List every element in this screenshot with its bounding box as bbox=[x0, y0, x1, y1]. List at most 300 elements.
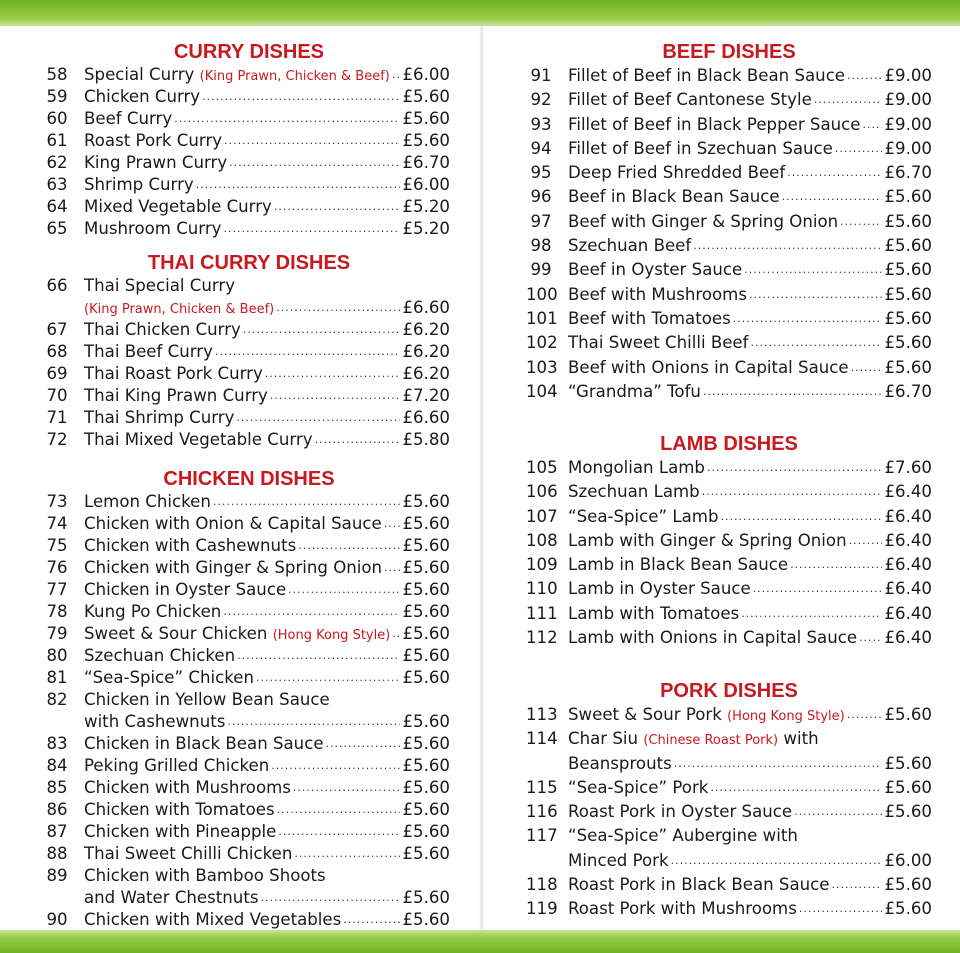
lamb-dishes-section bbox=[526, 432, 932, 650]
item-body bbox=[568, 824, 932, 848]
item-number: 104 bbox=[526, 381, 558, 401]
dot-leader bbox=[392, 623, 400, 647]
dot-leader bbox=[799, 897, 883, 921]
item-name-text: Minced Pork bbox=[568, 850, 669, 870]
item-number: 106 bbox=[526, 482, 558, 502]
dot-leader bbox=[674, 752, 883, 776]
menu-item bbox=[42, 513, 450, 535]
item-body bbox=[568, 800, 932, 824]
item-number: 74 bbox=[46, 514, 68, 533]
dot-leader bbox=[202, 86, 400, 108]
item-number: 82 bbox=[46, 690, 68, 709]
item-price: £5.60 bbox=[402, 646, 450, 665]
menu-item bbox=[42, 385, 450, 407]
item-name bbox=[84, 711, 225, 733]
menu-item bbox=[42, 218, 450, 240]
item-name-text: Chicken in Yellow Bean Sauce bbox=[84, 690, 330, 709]
item-body bbox=[568, 553, 932, 577]
item-number: 83 bbox=[46, 734, 68, 753]
item-name bbox=[568, 897, 797, 921]
item-price: £9.00 bbox=[884, 138, 932, 158]
beef-dishes-section bbox=[526, 40, 932, 404]
item-price: £7.60 bbox=[884, 458, 932, 477]
item-name-text: Chicken with Pineapple bbox=[84, 822, 277, 841]
section-title: CHICKEN DISHES bbox=[163, 468, 335, 490]
item-price: £5.60 bbox=[884, 260, 932, 280]
dot-leader bbox=[229, 152, 400, 174]
item-name bbox=[84, 196, 272, 218]
item-name bbox=[568, 88, 812, 112]
dot-leader bbox=[787, 161, 882, 185]
item-body bbox=[84, 887, 450, 909]
item-name-text: Char Siu bbox=[568, 729, 639, 749]
chicken-dishes-section bbox=[42, 467, 450, 931]
item-name bbox=[84, 755, 269, 777]
item-number: 61 bbox=[46, 131, 68, 150]
menu-item bbox=[42, 108, 450, 130]
dot-leader bbox=[271, 755, 400, 777]
item-number: 114 bbox=[526, 729, 558, 749]
item-name bbox=[84, 64, 390, 88]
item-number: 64 bbox=[46, 197, 68, 216]
item-price: £5.60 bbox=[402, 734, 450, 753]
item-name-text: Beef in Oyster Sauce bbox=[568, 260, 743, 280]
item-name bbox=[84, 799, 275, 821]
item-name-text: Chicken with Mixed Vegetables bbox=[84, 910, 342, 929]
item-name-text: Peking Grilled Chicken bbox=[84, 756, 270, 775]
dot-leader bbox=[741, 602, 882, 626]
section-title: THAI CURRY DISHES bbox=[147, 252, 351, 274]
section-title: BEEF DISHES bbox=[662, 41, 796, 63]
item-body bbox=[84, 196, 450, 218]
dot-leader bbox=[707, 456, 883, 480]
item-number: 72 bbox=[46, 430, 68, 449]
item-number: 90 bbox=[46, 910, 68, 929]
dot-leader bbox=[343, 909, 400, 931]
item-name-text: Lamb in Black Bean Sauce bbox=[568, 555, 789, 575]
dot-leader bbox=[693, 234, 882, 258]
item-name-text: “Sea-Spice” Chicken bbox=[84, 668, 254, 687]
dot-leader bbox=[702, 480, 883, 504]
menu-item bbox=[42, 557, 450, 579]
item-name bbox=[84, 777, 291, 799]
item-name-text: Mixed Vegetable Curry bbox=[84, 197, 272, 216]
menu-item bbox=[42, 130, 450, 152]
item-number: 59 bbox=[46, 87, 68, 106]
item-price: £5.60 bbox=[402, 558, 450, 577]
item-number: 65 bbox=[46, 219, 68, 238]
menu-item bbox=[42, 799, 450, 821]
item-name-text: Fillet of Beef in Black Bean Sauce bbox=[568, 66, 846, 85]
dot-leader bbox=[265, 363, 401, 385]
item-body bbox=[84, 86, 450, 108]
item-name bbox=[84, 341, 213, 363]
menu-item bbox=[526, 824, 932, 848]
item-name-text: Beef with Onions in Capital Sauce bbox=[568, 357, 849, 377]
item-name-text: Chicken with Tomatoes bbox=[84, 800, 275, 819]
menu-item bbox=[42, 887, 450, 909]
dot-leader bbox=[859, 626, 882, 650]
item-body bbox=[84, 218, 450, 240]
dot-leader bbox=[237, 645, 400, 667]
item-body bbox=[84, 513, 450, 535]
item-body bbox=[84, 601, 450, 623]
item-price: £6.00 bbox=[402, 175, 450, 194]
item-name bbox=[84, 667, 254, 689]
item-name-text: Thai Sweet Chilli Chicken bbox=[84, 844, 293, 863]
item-number: 62 bbox=[46, 153, 68, 172]
menu-item bbox=[526, 505, 932, 529]
item-number: 85 bbox=[46, 778, 68, 797]
menu-item bbox=[42, 152, 450, 174]
item-name bbox=[84, 535, 296, 557]
item-number: 58 bbox=[46, 65, 68, 84]
item-price: £5.60 bbox=[884, 753, 932, 773]
dot-leader bbox=[260, 887, 400, 909]
item-number: 113 bbox=[526, 705, 558, 724]
item-body bbox=[568, 456, 932, 480]
item-number: 76 bbox=[46, 558, 68, 577]
item-name-text: Chicken with Mushrooms bbox=[84, 778, 291, 797]
item-price: £5.60 bbox=[402, 778, 450, 797]
item-name-text: Thai Roast Pork Curry bbox=[84, 364, 263, 383]
item-body bbox=[84, 174, 450, 196]
dot-leader bbox=[224, 130, 400, 152]
pork-dishes-section bbox=[526, 679, 932, 922]
item-name bbox=[84, 491, 211, 513]
item-name-text: Beef with Ginger & Spring Onion bbox=[568, 211, 839, 231]
item-name bbox=[568, 234, 691, 258]
item-name bbox=[84, 407, 234, 429]
menu-item bbox=[42, 429, 450, 451]
item-name bbox=[84, 887, 258, 909]
menu-item bbox=[42, 341, 450, 363]
item-name-text: Thai Sweet Chilli Beef bbox=[568, 333, 749, 353]
dot-leader bbox=[721, 505, 883, 529]
item-name bbox=[84, 579, 286, 601]
item-name-text: King Prawn Curry bbox=[84, 153, 228, 172]
item-price: £5.60 bbox=[402, 712, 450, 731]
item-number: 86 bbox=[46, 800, 68, 819]
section-title: LAMB DISHES bbox=[660, 433, 798, 455]
dot-leader bbox=[851, 356, 883, 380]
item-price: £5.60 bbox=[884, 357, 932, 377]
item-number: 78 bbox=[46, 602, 68, 621]
dot-leader bbox=[270, 385, 401, 407]
item-price: £5.60 bbox=[884, 777, 932, 797]
item-price: £5.60 bbox=[884, 333, 932, 353]
item-price: £6.40 bbox=[884, 530, 932, 550]
menu-item bbox=[526, 137, 932, 161]
item-name-text: Thai Beef Curry bbox=[84, 342, 213, 361]
item-number: 89 bbox=[46, 866, 68, 885]
item-body bbox=[568, 88, 932, 112]
item-body bbox=[84, 385, 450, 407]
dot-leader bbox=[294, 843, 400, 865]
dot-leader bbox=[782, 185, 883, 209]
item-name-text: Szechuan Chicken bbox=[84, 646, 236, 665]
item-name bbox=[84, 86, 200, 108]
item-name-text: Chicken with Onion & Capital Sauce bbox=[84, 514, 382, 533]
item-body bbox=[84, 429, 450, 451]
item-number: 84 bbox=[46, 756, 68, 775]
menu-item bbox=[526, 161, 932, 185]
menu-item bbox=[526, 380, 932, 404]
item-body bbox=[84, 152, 450, 174]
item-number: 94 bbox=[530, 138, 552, 158]
item-note: (Hong Kong Style) bbox=[272, 628, 391, 643]
item-body bbox=[568, 752, 932, 776]
item-number: 66 bbox=[46, 276, 68, 295]
menu-item bbox=[526, 64, 932, 88]
dot-leader bbox=[384, 513, 401, 535]
item-number: 116 bbox=[526, 802, 558, 822]
item-price: £5.60 bbox=[884, 211, 932, 231]
dot-leader bbox=[384, 557, 400, 579]
menu-item bbox=[526, 456, 932, 480]
item-price: £9.00 bbox=[884, 66, 932, 85]
item-body bbox=[84, 909, 450, 931]
item-body bbox=[84, 297, 450, 321]
item-body bbox=[84, 843, 450, 865]
item-number: 115 bbox=[526, 777, 558, 797]
dot-leader bbox=[326, 733, 401, 755]
item-note: (Chinese Roast Pork) bbox=[643, 733, 779, 749]
item-name-text: Thai Chicken Curry bbox=[84, 320, 241, 339]
item-number: 91 bbox=[530, 66, 552, 85]
item-name bbox=[84, 513, 382, 535]
item-body bbox=[568, 185, 932, 209]
menu-item bbox=[42, 64, 450, 86]
dot-leader bbox=[835, 137, 883, 161]
dot-leader bbox=[256, 667, 401, 689]
item-price: £6.40 bbox=[884, 482, 932, 502]
item-name-text: “Grandma” Tofu bbox=[568, 381, 701, 401]
item-body bbox=[84, 64, 450, 88]
item-name bbox=[568, 776, 708, 800]
item-name bbox=[84, 319, 241, 341]
dot-leader bbox=[315, 429, 401, 451]
item-name bbox=[568, 703, 845, 729]
menu-item bbox=[42, 407, 450, 429]
item-name-text: Chicken with Ginger & Spring Onion bbox=[84, 558, 383, 577]
menu-item bbox=[42, 196, 450, 218]
item-name bbox=[84, 130, 222, 152]
item-note: (King Prawn, Chicken & Beef) bbox=[84, 302, 275, 317]
item-price: £5.60 bbox=[402, 514, 450, 533]
menu-item bbox=[42, 86, 450, 108]
item-name bbox=[568, 456, 705, 480]
item-note: (King Prawn, Chicken & Beef) bbox=[199, 69, 390, 84]
item-number: 75 bbox=[46, 536, 68, 555]
item-number: 102 bbox=[526, 333, 558, 353]
menu-item bbox=[526, 480, 932, 504]
dot-leader bbox=[703, 380, 883, 404]
item-body bbox=[568, 727, 932, 753]
item-price: £5.60 bbox=[402, 492, 450, 511]
dot-leader bbox=[744, 258, 882, 282]
menu-item bbox=[526, 873, 932, 897]
item-body bbox=[568, 161, 932, 185]
item-body bbox=[568, 258, 932, 282]
item-name bbox=[568, 849, 669, 873]
item-name bbox=[568, 480, 700, 504]
section-title: CURRY DISHES bbox=[173, 41, 325, 63]
item-name-text: Roast Pork with Mushrooms bbox=[568, 899, 797, 919]
dot-leader bbox=[847, 703, 883, 729]
menu-item bbox=[42, 733, 450, 755]
item-name bbox=[84, 297, 274, 321]
item-number: 67 bbox=[46, 320, 68, 339]
item-body bbox=[84, 799, 450, 821]
dot-leader bbox=[215, 341, 401, 363]
item-name bbox=[568, 356, 849, 380]
item-price: £6.70 bbox=[884, 163, 932, 183]
item-number: 70 bbox=[46, 386, 68, 405]
item-body bbox=[84, 755, 450, 777]
item-body bbox=[84, 865, 450, 887]
item-price: £6.00 bbox=[884, 850, 932, 870]
item-body bbox=[568, 380, 932, 404]
item-price: £5.60 bbox=[402, 668, 450, 687]
menu-item bbox=[526, 626, 932, 650]
item-name bbox=[568, 283, 747, 307]
item-name bbox=[568, 800, 792, 824]
item-body bbox=[568, 210, 932, 234]
item-name bbox=[84, 733, 324, 755]
item-price: £5.60 bbox=[402, 800, 450, 819]
menu-item bbox=[526, 849, 932, 873]
item-name bbox=[568, 553, 788, 577]
item-name-text: Fillet of Beef Cantonese Style bbox=[568, 90, 812, 110]
dot-leader bbox=[288, 579, 400, 601]
item-name bbox=[84, 601, 221, 623]
menu-item bbox=[42, 821, 450, 843]
item-number: 117 bbox=[526, 826, 558, 846]
item-name-text: Beansprouts bbox=[568, 753, 672, 773]
item-body bbox=[568, 897, 932, 921]
dot-leader bbox=[790, 553, 882, 577]
item-body bbox=[568, 505, 932, 529]
item-name-text: Special Curry bbox=[84, 65, 195, 84]
item-name-text: “Sea-Spice” Lamb bbox=[568, 506, 719, 526]
menu-item bbox=[42, 843, 450, 865]
item-name-text: Kung Po Chicken bbox=[84, 602, 222, 621]
item-number: 112 bbox=[526, 628, 558, 648]
item-number: 79 bbox=[46, 624, 68, 643]
item-body bbox=[568, 849, 932, 873]
dot-leader bbox=[223, 601, 400, 623]
item-body bbox=[84, 319, 450, 341]
menu-item bbox=[526, 356, 932, 380]
dot-leader bbox=[174, 108, 400, 130]
menu-item bbox=[42, 667, 450, 689]
dot-leader bbox=[227, 711, 400, 733]
item-body bbox=[84, 341, 450, 363]
dot-leader bbox=[733, 307, 883, 331]
item-number: 105 bbox=[526, 458, 558, 477]
item-price: £6.40 bbox=[884, 555, 932, 575]
item-body bbox=[84, 645, 450, 667]
item-name-text: Thai Special Curry bbox=[84, 276, 236, 295]
item-name-text: Szechuan Lamb bbox=[568, 482, 700, 502]
item-name bbox=[84, 557, 382, 579]
item-name bbox=[568, 161, 785, 185]
menu-item bbox=[526, 897, 932, 921]
item-name-text: Beef in Black Bean Sauce bbox=[568, 187, 780, 207]
item-number: 93 bbox=[530, 114, 552, 134]
menu-item bbox=[42, 579, 450, 601]
item-name bbox=[568, 331, 748, 355]
item-name-text: Sweet & Sour Chicken bbox=[84, 624, 268, 643]
item-name-text: with Cashewnuts bbox=[84, 712, 226, 731]
item-price: £6.60 bbox=[402, 298, 450, 317]
item-number: 107 bbox=[526, 506, 558, 526]
menu-item bbox=[42, 174, 450, 196]
menu-item bbox=[42, 689, 450, 711]
item-name bbox=[568, 727, 819, 753]
menu-item bbox=[42, 645, 450, 667]
dot-leader bbox=[671, 849, 883, 873]
item-name bbox=[84, 363, 263, 385]
menu-item bbox=[526, 776, 932, 800]
menu-item bbox=[526, 88, 932, 112]
menu-item bbox=[526, 577, 932, 601]
dot-leader bbox=[847, 64, 882, 88]
item-name bbox=[568, 258, 742, 282]
item-body bbox=[568, 283, 932, 307]
item-number: 109 bbox=[526, 555, 558, 575]
item-price: £5.60 bbox=[402, 624, 450, 643]
item-name bbox=[84, 821, 276, 843]
menu-item bbox=[42, 623, 450, 645]
item-price: £5.60 bbox=[884, 308, 932, 328]
menu-item bbox=[526, 234, 932, 258]
item-number: 101 bbox=[526, 308, 558, 328]
item-name bbox=[84, 218, 221, 240]
item-name bbox=[84, 275, 235, 297]
item-price: £7.20 bbox=[402, 386, 450, 405]
item-body bbox=[84, 275, 450, 297]
item-name bbox=[568, 529, 847, 553]
item-name bbox=[568, 307, 731, 331]
dot-leader bbox=[223, 218, 400, 240]
item-name-text: Sweet & Sour Pork bbox=[568, 705, 722, 724]
item-name bbox=[568, 577, 751, 601]
item-number: 87 bbox=[46, 822, 68, 841]
item-name-tail: with bbox=[783, 729, 819, 749]
item-number: 97 bbox=[530, 211, 552, 231]
item-name-text: Lamb in Oyster Sauce bbox=[568, 579, 751, 599]
menu-item bbox=[526, 210, 932, 234]
item-name bbox=[84, 385, 268, 407]
item-body bbox=[84, 363, 450, 385]
item-name-text: Mushroom Curry bbox=[84, 219, 222, 238]
item-number: 63 bbox=[46, 175, 68, 194]
thai-curry-dishes-section bbox=[42, 251, 450, 451]
item-price: £5.60 bbox=[402, 756, 450, 775]
item-price: £5.20 bbox=[402, 219, 450, 238]
dot-leader bbox=[277, 799, 401, 821]
item-name-text: Roast Pork in Black Bean Sauce bbox=[568, 875, 830, 895]
item-number: 81 bbox=[46, 668, 68, 687]
item-price: £5.60 bbox=[402, 131, 450, 150]
menu-item bbox=[42, 711, 450, 733]
item-price: £5.60 bbox=[884, 284, 932, 304]
menu-item bbox=[42, 363, 450, 385]
item-name-text: Fillet of Beef in Black Pepper Sauce bbox=[568, 114, 861, 134]
item-price: £6.00 bbox=[402, 65, 450, 84]
